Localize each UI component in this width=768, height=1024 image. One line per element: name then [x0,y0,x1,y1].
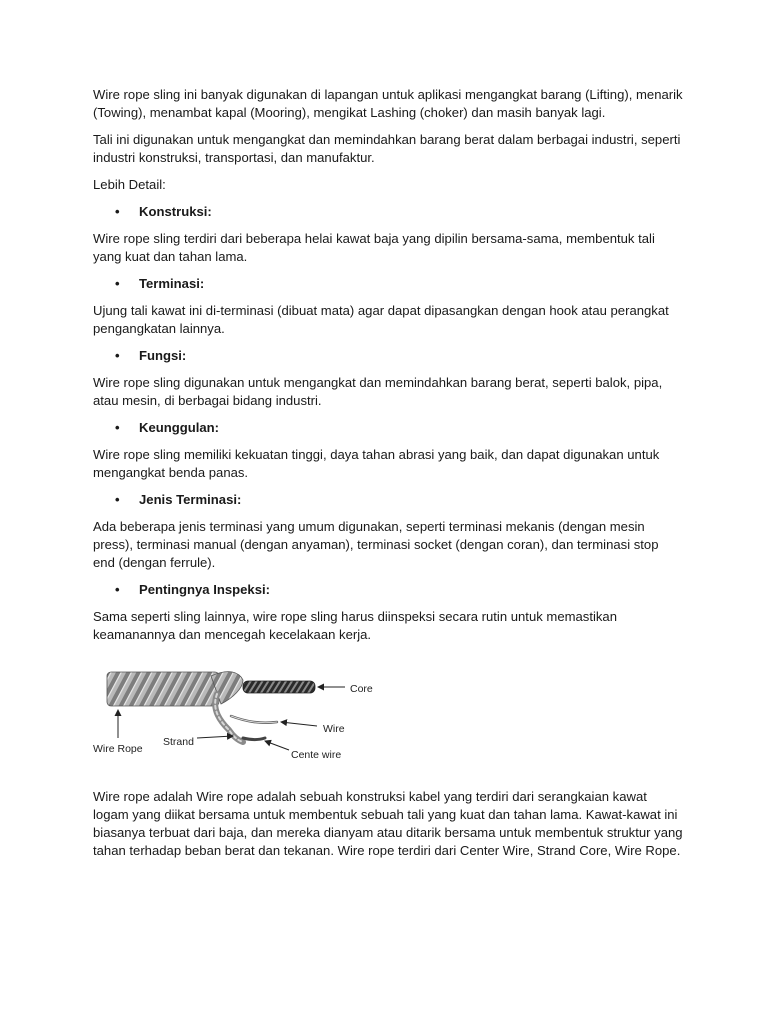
bullet-icon: • [115,582,120,597]
bullet-icon: • [115,276,120,291]
bullet-icon: • [115,204,120,219]
section-text-keunggulan: Wire rope sling memiliki kekuatan tinggi, daya tahan abrasi yang baik, dan dapat digunakan untuk mengangkat benda panas. [93,447,660,480]
section-text-pentingnya-inspeksi: Sama seperti sling lainnya, wire rope sling harus diinspeksi secara rutin untuk memastikan keamanannya dan mencegah kecelakaan kerja. [93,609,617,642]
label-wire: Wire [323,723,345,735]
detail-heading: Lebih Detail: [93,177,166,192]
bullet-icon: • [115,420,120,435]
label-core: Core [350,683,373,695]
section-heading-label: Fungsi: [139,348,187,363]
section-heading-label: Terminasi: [139,276,205,291]
section-heading-keunggulan [93,419,683,437]
section-heading-konstruksi [93,203,683,221]
section-text-terminasi: Ujung tali kawat ini di-terminasi (dibuat mata) agar dapat dipasangkan dengan hook atau perangkat pengangkatan lainnya. [93,303,669,336]
section-heading-label: Konstruksi: [139,204,212,219]
section-text-konstruksi: Wire rope sling terdiri dari beberapa helai kawat baja yang dipilin bersama-sama, membentuk tali yang kuat dan tahan lama. [93,231,655,264]
section-heading-fungsi [93,347,683,365]
bullet-icon: • [115,348,120,363]
section-text-fungsi: Wire rope sling digunakan untuk mengangkat dan memindahkan barang berat, seperti balok, pipa, atau mesin, di berbagai bidang industri. [93,375,663,408]
label-strand: Strand [163,736,194,748]
bullet-icon: • [115,492,120,507]
usage-paragraph: Tali ini digunakan untuk mengangkat dan memindahkan barang berat dalam berbagai industri, seperti industri konstruksi, transportasi, dan manufaktur. [93,132,681,165]
section-heading-pentingnya-inspeksi [93,581,683,599]
section-heading-terminasi [93,275,683,293]
section-heading-label: Keunggulan: [139,420,220,435]
section-heading-jenis-terminasi [93,491,683,509]
label-wire-rope: Wire Rope [93,743,143,755]
label-center-wire: Cente wire [291,749,342,761]
section-heading-label: Pentingnya Inspeksi: [139,582,270,597]
intro-paragraph: Wire rope sling ini banyak digunakan di lapangan untuk aplikasi mengangkat barang (Lifting), menarik (Towing), menambat kapal (Mooring), mengikat Lashing (choker) dan masih banyak lagi. [93,87,683,120]
document-body [93,86,683,869]
section-heading-label: Jenis Terminasi: [139,492,242,507]
section-text-jenis-terminasi: Ada beberapa jenis terminasi yang umum digunakan, seperti terminasi mekanis (dengan mesin press), terminasi manual (dengan anyaman), terminasi socket (dengan coran), dan terminasi stop end (dengan ferrule). [93,519,659,570]
wire-rope-diagram [93,658,393,768]
closing-paragraph: Wire rope adalah Wire rope adalah sebuah konstruksi kabel yang terdiri dari serangkaian kawat logam yang diikat bersama untuk membentuk sebuah tali yang kuat dan tahan lama. Kawat-kawat ini biasanya terbuat dari baja, dan mereka dianyam atau ditarik bersama untuk membentuk struktur yang tahan terhadap beban berat dan tekanan. Wire rope terdiri dari Center Wire, Strand Core, Wire Rope. [93,789,683,858]
